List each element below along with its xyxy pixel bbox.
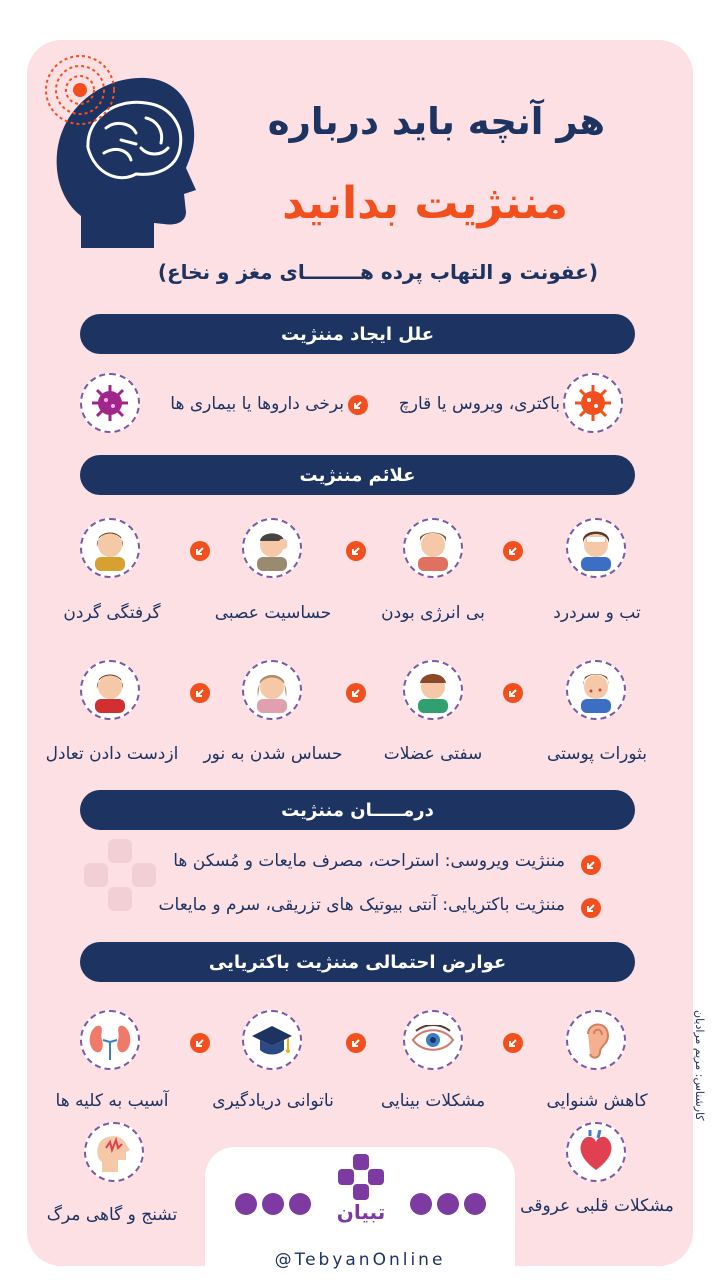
title-line1: هر آنچه باید درباره — [267, 100, 605, 143]
title-line2: مننژیت بدانید — [282, 178, 568, 229]
symptom-label: تب و سردرد — [553, 603, 641, 623]
orange-arrow-icon — [190, 683, 210, 703]
section-symptoms-header: علائم مننژیت — [80, 455, 635, 495]
orange-arrow-icon — [190, 541, 210, 561]
neck-pain-person-icon — [80, 518, 140, 578]
social-handle[interactable]: @TebyanOnline — [274, 1250, 446, 1270]
graduation-cap-icon — [242, 1010, 302, 1070]
treatment-item-1: مننژیت ویروسی: استراحت، مصرف مایعات و مُسکن ها — [173, 851, 565, 871]
complication-label: کاهش شنوایی — [546, 1091, 648, 1111]
orange-arrow-icon — [581, 898, 601, 918]
orange-arrow-icon — [348, 395, 368, 415]
virus-purple-icon — [80, 373, 140, 433]
symptom-label: بثورات پوستی — [546, 744, 648, 764]
orange-arrow-icon — [346, 541, 366, 561]
eye-icon — [403, 1010, 463, 1070]
cause-label-1: باکتری، ویروس یا قارچ — [398, 394, 560, 414]
tebyan-brand: تبیان — [336, 1200, 386, 1224]
fever-person-icon — [566, 518, 626, 578]
rash-person-icon — [566, 660, 626, 720]
orange-arrow-icon — [503, 683, 523, 703]
symptom-label: سفتی عضلات — [383, 744, 483, 764]
youtube-icon[interactable] — [464, 1193, 486, 1215]
headache-person-icon — [242, 518, 302, 578]
expert-credit: کارشناس: مریم مرادیان — [693, 1010, 706, 1121]
seizure-head-icon — [84, 1122, 144, 1182]
symptom-label: گرفتگی گردن — [63, 603, 161, 623]
subtitle: (عفونت و التهاب پرده هــــــــای مغز و نخاع) — [157, 260, 598, 284]
symptom-label: ازدست دادن تعادل — [45, 744, 179, 764]
complication-label: آسیب به کلیه ها — [55, 1091, 169, 1111]
tebyan-watermark-icon — [80, 835, 160, 955]
orange-arrow-icon — [503, 541, 523, 561]
dizzy-person-icon — [80, 660, 140, 720]
tebyan-logo-icon — [336, 1152, 386, 1202]
brain-head-icon — [36, 48, 206, 248]
symptom-label: حساسیت عصبی — [214, 603, 332, 623]
kidney-icon — [80, 1010, 140, 1070]
complication-label: تشنج و گاهی مرگ — [46, 1205, 178, 1225]
treatment-item-2: مننژیت باکتریایی: آنتی بیوتیک های تزریقی، سرم و مایعات — [158, 895, 565, 915]
orange-arrow-icon — [503, 1033, 523, 1053]
complication-label: مشکلات بینایی — [380, 1091, 486, 1111]
heart-icon — [566, 1122, 626, 1182]
complication-label: مشکلات قلبی عروقی — [520, 1196, 674, 1216]
symptom-label: حساس شدن به نور — [203, 744, 343, 764]
section-complications-header: عوارض احتمالی مننژیت باکتریایی — [80, 942, 635, 982]
instagram-icon[interactable] — [235, 1193, 257, 1215]
tired-person-icon — [403, 518, 463, 578]
orange-arrow-icon — [346, 683, 366, 703]
orange-arrow-icon — [581, 855, 601, 875]
telegram-icon[interactable] — [410, 1193, 432, 1215]
ear-icon — [566, 1010, 626, 1070]
orange-arrow-icon — [346, 1033, 366, 1053]
complication-label: ناتوانی دریادگیری — [212, 1091, 334, 1111]
light-sensitive-person-icon — [242, 660, 302, 720]
virus-icon — [563, 373, 623, 433]
aparat-icon[interactable] — [262, 1193, 284, 1215]
symptom-label: بی انرژی بودن — [381, 603, 485, 623]
twitter-icon[interactable] — [437, 1193, 459, 1215]
section-causes-header: علل ایجاد مننژیت — [80, 314, 635, 354]
cause-label-2: برخی داروها یا بیماری ها — [170, 394, 344, 414]
orange-arrow-icon — [190, 1033, 210, 1053]
section-treatment-header: درمـــــان مننژیت — [80, 790, 635, 830]
rubika-icon[interactable] — [289, 1193, 311, 1215]
muscle-person-icon — [403, 660, 463, 720]
